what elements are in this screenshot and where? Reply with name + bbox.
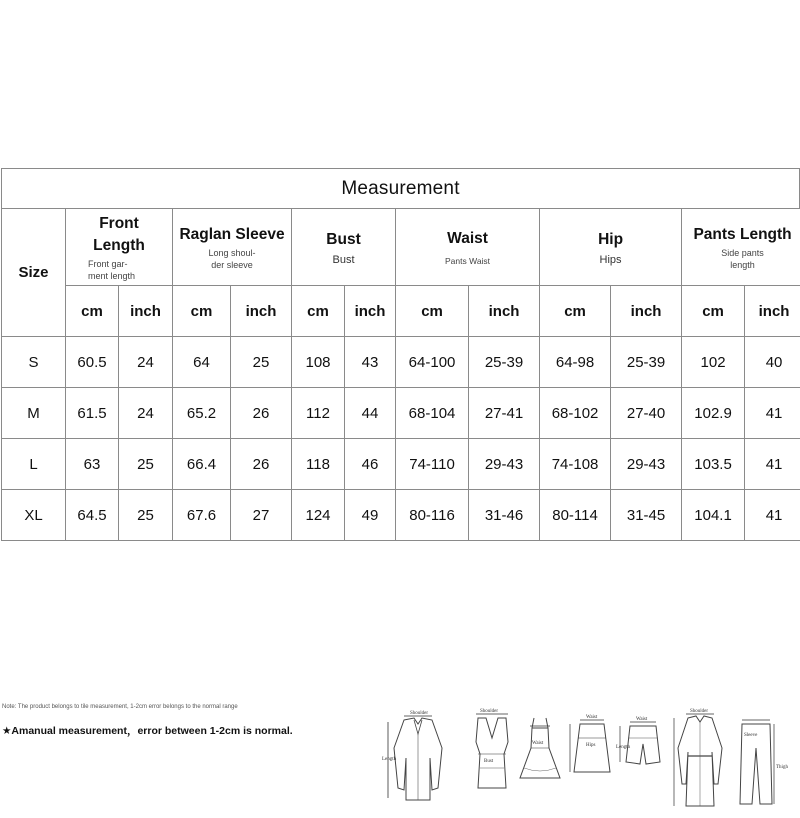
- diagram-label: Thigh: [776, 765, 788, 770]
- measurement-cell: 74-108: [540, 439, 611, 490]
- vest-diagram-icon: [462, 708, 522, 808]
- measurement-cell: 27: [231, 490, 292, 541]
- measurement-cell: 102.9: [682, 388, 745, 439]
- column-subtitle: Front gar-: [66, 259, 172, 269]
- unit-header-cm: cm: [173, 286, 231, 337]
- measurement-cell: 80-114: [540, 490, 611, 541]
- measurement-cell: 112: [292, 388, 345, 439]
- measurement-cell: 103.5: [682, 439, 745, 490]
- measurement-cell: 64.5: [66, 490, 119, 541]
- measurement-cell: 64: [173, 337, 231, 388]
- measurement-cell: 66.4: [173, 439, 231, 490]
- measurement-cell: 68-102: [540, 388, 611, 439]
- group-header-row: [2, 209, 800, 286]
- measurement-cell: 24: [119, 337, 173, 388]
- column-title: Front: [66, 213, 172, 235]
- measurement-cell: 29-43: [611, 439, 682, 490]
- diagram-label: Shoulder: [480, 709, 498, 714]
- unit-header-inch: inch: [611, 286, 682, 337]
- unit-header-row: [2, 286, 800, 337]
- column-title: Raglan Sleeve: [173, 224, 291, 246]
- size-header: Size: [2, 209, 66, 337]
- measurement-cell: 104.1: [682, 490, 745, 541]
- long-coat-diagram-icon: [672, 708, 732, 808]
- size-cell: XL: [2, 490, 66, 541]
- shorts-diagram-icon: [616, 708, 666, 808]
- diagram-label: Waist: [636, 717, 648, 722]
- trousers-diagram-icon: [730, 708, 790, 808]
- column-subtitle: der sleeve: [173, 260, 291, 270]
- column-title: Waist: [396, 228, 539, 250]
- measurement-cell: 102: [682, 337, 745, 388]
- diagram-label: Sleeve: [744, 733, 758, 738]
- table-row: [2, 439, 800, 490]
- measurement-cell: 24: [119, 388, 173, 439]
- table-row: [2, 337, 800, 388]
- diagram-label: Shoulder: [690, 709, 708, 714]
- unit-header-inch: inch: [119, 286, 173, 337]
- unit-header-inch: inch: [345, 286, 396, 337]
- measurement-cell: 26: [231, 388, 292, 439]
- unit-header-cm: cm: [66, 286, 119, 337]
- garment-diagrams: [380, 708, 798, 818]
- table-row: [2, 388, 800, 439]
- measurement-note: ★Amanual measurement，error between 1-2cm is normal.: [2, 723, 293, 738]
- measurement-cell: 29-43: [469, 439, 540, 490]
- measurement-cell: 40: [745, 337, 800, 388]
- measurement-cell: 27-40: [611, 388, 682, 439]
- measurement-cell: 26: [231, 439, 292, 490]
- measurement-cell: 74-110: [396, 439, 469, 490]
- measurement-cell: 49: [345, 490, 396, 541]
- measurement-cell: 61.5: [66, 388, 119, 439]
- measurement-cell: 44: [345, 388, 396, 439]
- column-bust: [292, 209, 396, 286]
- measurement-cell: 41: [745, 490, 800, 541]
- column-subtitle: length: [682, 260, 800, 270]
- unit-header-cm: cm: [396, 286, 469, 337]
- column-subtitle: Pants Waist: [396, 256, 539, 266]
- unit-header-cm: cm: [292, 286, 345, 337]
- measurement-cell: 64-98: [540, 337, 611, 388]
- measurement-cell: 46: [345, 439, 396, 490]
- measurement-cell: 60.5: [66, 337, 119, 388]
- column-pants-length: [682, 209, 800, 286]
- measurement-cell: 25-39: [611, 337, 682, 388]
- measurement-cell: 43: [345, 337, 396, 388]
- measurement-cell: 124: [292, 490, 345, 541]
- column-title: Pants Length: [682, 224, 800, 246]
- column-title: Bust: [292, 229, 395, 251]
- column-front-length: [66, 209, 173, 286]
- coat-diagram-icon: [380, 708, 460, 808]
- unit-header-cm: cm: [540, 286, 611, 337]
- measurement-cell: 41: [745, 388, 800, 439]
- column-hip: [540, 209, 682, 286]
- small-note: Note: The product belongs to tile measurement, 1-2cm error belongs to the normal range: [2, 704, 262, 711]
- measurement-cell: 67.6: [173, 490, 231, 541]
- measurement-cell: 25-39: [469, 337, 540, 388]
- skirt-diagram-icon: [566, 708, 616, 808]
- measurement-cell: 25: [231, 337, 292, 388]
- measurement-cell: 118: [292, 439, 345, 490]
- measurement-cell: 68-104: [396, 388, 469, 439]
- column-raglan-sleeve: [173, 209, 292, 286]
- size-cell: M: [2, 388, 66, 439]
- diagram-label: Waist: [532, 741, 544, 746]
- size-chart: [0, 168, 800, 700]
- table-row: [2, 490, 800, 541]
- unit-header-cm: cm: [682, 286, 745, 337]
- diagram-label: Waist: [586, 715, 598, 720]
- measurement-cell: 25: [119, 490, 173, 541]
- measurement-cell: 31-46: [469, 490, 540, 541]
- diagram-label: Length: [616, 745, 631, 750]
- diagram-label: Hips: [586, 743, 596, 748]
- measurement-cell: 64-100: [396, 337, 469, 388]
- measurement-cell: 31-45: [611, 490, 682, 541]
- measurement-cell: 108: [292, 337, 345, 388]
- measurement-cell: 41: [745, 439, 800, 490]
- unit-header-inch: inch: [469, 286, 540, 337]
- diagram-label: Length: [382, 757, 397, 762]
- measurement-cell: 27-41: [469, 388, 540, 439]
- size-cell: S: [2, 337, 66, 388]
- measurement-cell: 63: [66, 439, 119, 490]
- column-subtitle: ment length: [66, 271, 172, 281]
- unit-header-inch: inch: [745, 286, 800, 337]
- column-subtitle: Hips: [540, 255, 681, 265]
- column-subtitle: Side pants: [682, 248, 800, 258]
- column-title: Length: [66, 235, 172, 257]
- dress-diagram-icon: [516, 708, 564, 808]
- size-cell: L: [2, 439, 66, 490]
- table-body: [2, 337, 800, 541]
- column-title: Hip: [540, 229, 681, 251]
- unit-header-inch: inch: [231, 286, 292, 337]
- size-table: [1, 208, 800, 541]
- measurement-cell: 80-116: [396, 490, 469, 541]
- diagram-label: Bust: [484, 759, 494, 764]
- chart-title: Measurement: [1, 168, 800, 209]
- column-waist: [396, 209, 540, 286]
- column-subtitle: Bust: [292, 255, 395, 265]
- measurement-cell: 65.2: [173, 388, 231, 439]
- column-subtitle: Long shoul-: [173, 248, 291, 258]
- measurement-cell: 25: [119, 439, 173, 490]
- diagram-label: Shoulder: [410, 711, 428, 716]
